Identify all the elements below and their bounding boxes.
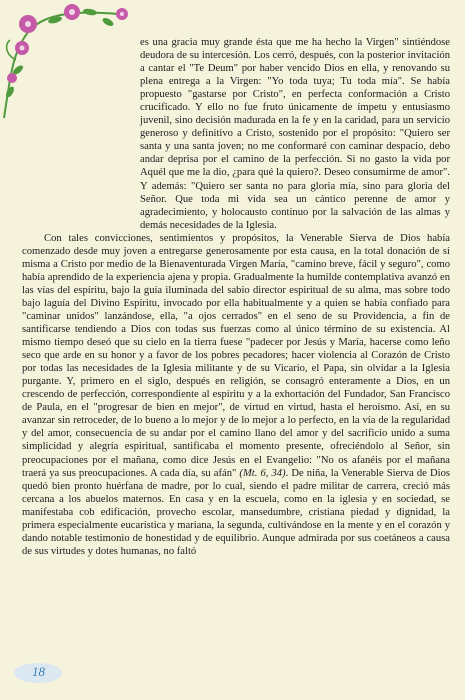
paragraph-2: [22, 232, 450, 558]
paragraph-2-text-end: . De niña, la Venerable Sierva de Dios quedó bien pronto huérfana de madre, por lo cual, siendo el padre militar de carrera, creció más cercana a los abuelos maternos. En casa y en la escuela, como en la iglesia y en sociedad, se manifestaba cob edificación, provecho escolar, mansedumbre, cristiana piedad y dignidad, la primera especialmente eucarística y mariana, la segunda, cultivándose en la mente y en el corazón y dando notable testimonio de honestidad y de equilibrio. Aunque admirada por sus coetáneos a causa de sus virtudes y dotes humanas, no faltó: [22, 467, 450, 557]
bible-citation: (Mt. 6, 34): [239, 467, 286, 479]
paragraph-1-text: es una gracia muy grande ésta que me ha hecho la Virgen" sintiéndose deudora de su intercesión. Los cerró, después, con la posterior invitación a cantar el "Te Deum" por haber vencido Dios en ella, y renovando su plena entrega a la Virgen: "Yo toda tuya; Tu toda mía". Se había propuesto "gastarse por Cristo", en perfecta conformación a Cristo crucificado. Y ello no fue fruto únicamente de ímpetu y entusiasmo juvenil, sino decisión madurada en la fe y en la caridad, para un servicio generoso y definitivo a Cristo, sostenido por el propósito: "Quiero ser santa y una santa joven; no me conformaré con caminar despacio, debo andar deprisa por el camino de la perfección. Si no gasto la vida por Aquél que me la dio, ¿para qué la quiero?. Deseo consumirme de amor". Y además: "Quiero ser santa no para gloria mía, sino para gloria del Señor. Que toda mi vida sea un cántico perenne de amor y agradecimiento, y holocausto continuo por la salvación de las almas y demás necesidades de la Iglesia.: [140, 37, 450, 231]
paragraph-1: [22, 36, 450, 232]
body-text: [22, 36, 450, 558]
page-number: 18: [32, 664, 45, 679]
page-number-tag: [12, 660, 64, 686]
paragraph-2-text-start: Con tales convicciones, sentimientos y propósitos, la Venerable Sierva de Dios había comenzado desde muy joven a entregarse generosamente por esta causa, en la total donación de sí misma a Cristo por medio de la Bienaventurada Virgen María, "camino breve, fácil y seguro", como había aprendido de la experiencia ajena y propia. Gradualmente la humilde contemplativa avanzó en las vías del espíritu, bajo la guía iluminada del sabio director espiritual de su alma, mas sobre todo bajo laguía del Divino Espíritu, invocado por ella habitualmente y a quien se había confiado para "caminar unidos" lanzándose, ella, "a ojos cerrados" en el seno de su Providencia, a fin de santificarse tendiendo a Dios con todas sus fuerzas como al único término de su existencia. Al mismo tiempo deseó que su cielo en la tierra fuese "padecer por Jesús y María, hacerse como leño seco que arde en su honor y a favor de los pobres pecadores; hacer violencia al Corazón de Cristo por todas las necesidades de la Iglesia militante y de su Vicario, el Papa, sin olvidar a la Iglesia purgante. Y, primero en el siglo, después en religión, se consagró enteramente a Dios, en un crescendo de perfección, correspondiente al espíritu y a la exhortación del Fundador, San Francisco de Paula, en el "progresar de bien en mejor", de virtud en virtud, hasta el heroísmo. Así, en su avanzar sin retroceder, de lo bueno a lo mejor y de lo mejor a lo perfecto, en la vía de la regularidad y del amor, consecuencia de su andar por el camino llano del amor y del sacrificio unido a suma simplicidad y alegría espiritual, santificaba el momento presente, ofreciéndolo al Señor, sin preocupaciones por el mañana, como dice Jesús en el Evangelio: "No os afanéis por el mañana traerá ya sus preocupaciones. A cada día, su afán": [22, 232, 450, 479]
